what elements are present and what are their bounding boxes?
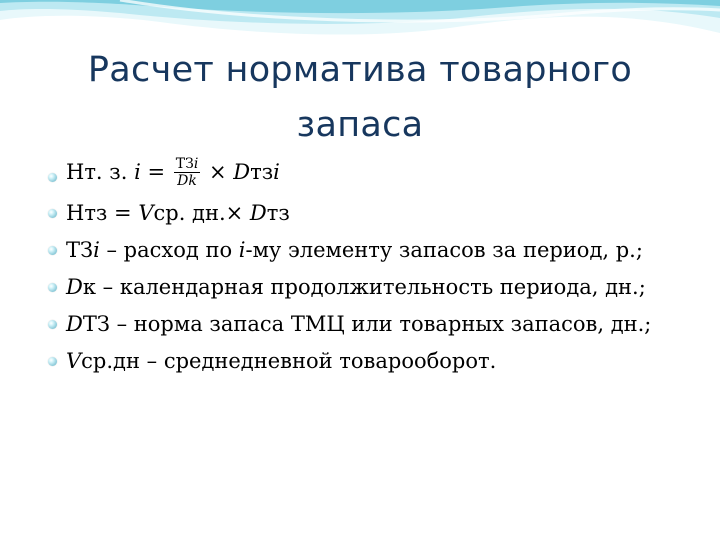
formula-1-equals: = [140,160,172,184]
fraction-denominator: 𝐷𝑘 [177,173,197,189]
formula-1-times: × [202,160,234,184]
formula-1-fraction [174,156,201,189]
list-item-definition-dk [48,272,673,303]
slide-title: Расчет норматива товарного запаса [87,50,633,145]
formula-2: Нтз = 𝑉ср. дн.× 𝐷тз [66,201,290,225]
bullet-icon [48,283,57,292]
fraction-numerator: ТЗ𝑖 [175,156,199,172]
list-item-definition-dtz [48,309,673,340]
bullet-icon [48,320,57,329]
list-item-definition-tzi [48,235,673,266]
formula-1-prefix: Нт. з. [66,160,135,184]
definition-dtz: 𝐷ТЗ – норма запаса ТМЦ или товарных запасов, дн.; [66,312,652,336]
list-item-formula-1 [48,157,673,190]
bullet-icon [48,246,57,255]
bullet-icon [48,173,57,182]
bullet-icon [48,357,57,366]
definition-tzi: ТЗ𝑖 – расход по 𝑖-му элементу запасов за период, р.; [66,238,643,262]
formula-1-suffix: 𝐷тз𝑖 [233,160,280,184]
content-list [48,157,673,383]
list-item-formula-2 [48,198,673,229]
definition-dk: 𝐷к – календарная продолжительность периода, дн.; [66,275,646,299]
formula-1 [66,157,280,190]
formula-1-i: 𝑖 [134,160,141,184]
definition-vsrdn: 𝑉ср.дн – среднедневной товарооборот. [66,349,497,373]
bullet-icon [48,209,57,218]
list-item-definition-vsrdn [48,346,673,377]
